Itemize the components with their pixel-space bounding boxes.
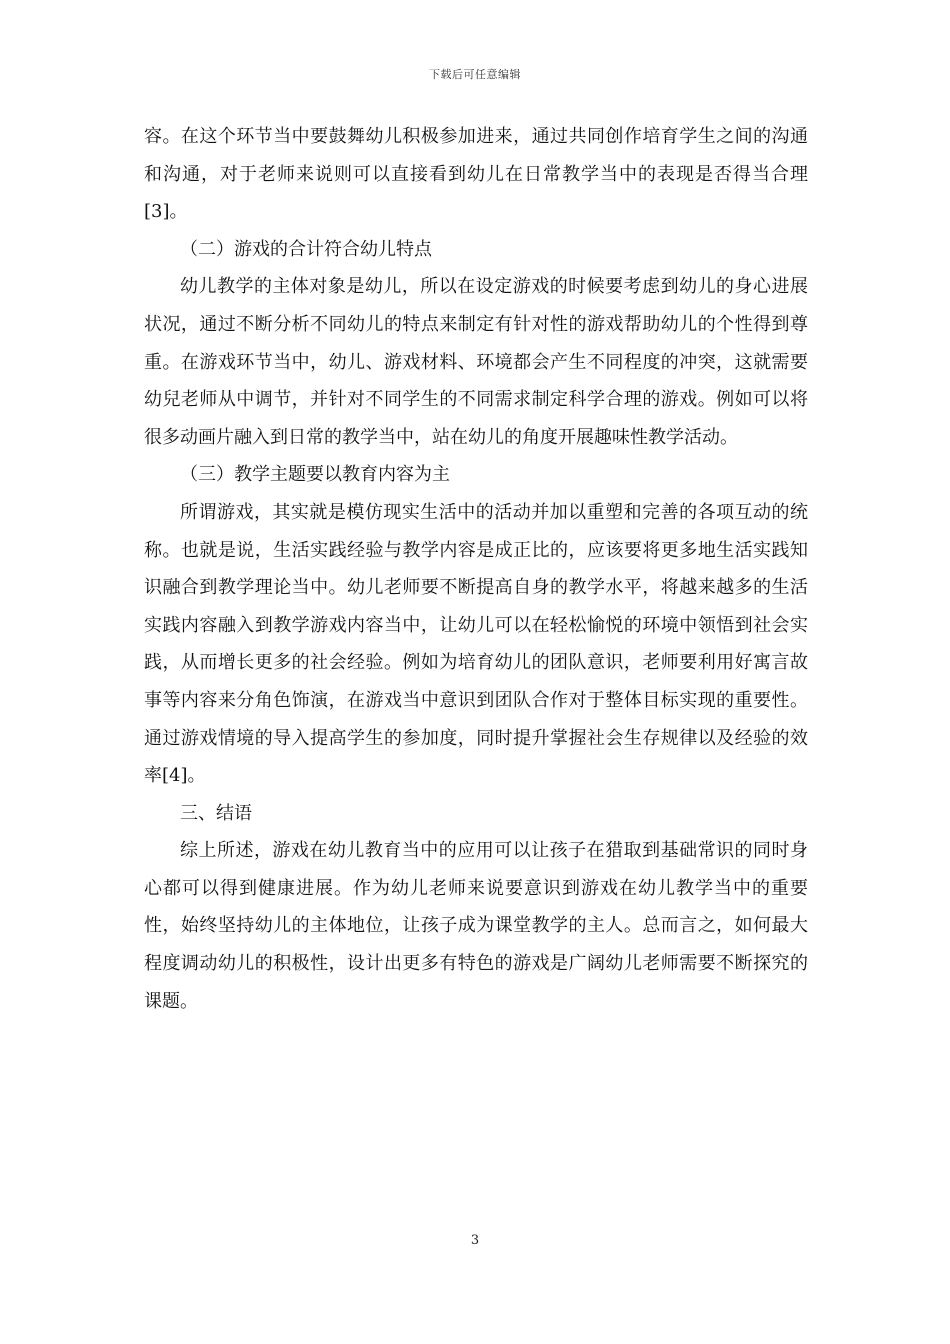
- paragraph: 综上所述，游戏在幼儿教育当中的应用可以让孩子在猎取到基础常识的同时身心都可以得到健康进展。作为幼儿老师来说要意识到游戏在幼儿教学当中的重要性，始终坚持幼儿的主体地位，让孩子成为课堂教学的主人。总而言之，如何最大程度调动幼儿的积极性，设计出更多有特色的游戏是广阔幼儿老师需要不断探究的课题。: [144, 840, 808, 1012]
- section-heading-3: （三）教学主题要以教育内容为主: [180, 464, 450, 486]
- page-header: 下载后可任意编辑: [429, 68, 521, 81]
- paragraph: 所谓游戏，其实就是模仿现实生活中的活动并加以重塑和完善的各项互动的统称。也就是说，生活实践经验与教学内容是成正比的，应该要将更多地生活实践知识融合到教学理论当中。幼儿老师要不断提高自身的教学水平，将越来越多的生活实践内容融入到教学游戏内容当中，让幼儿可以在轻松愉悦的环境中领悟到社会实践，从而增长更多的社会经验。例如为培育幼儿的团队意识，老师要利用好寓言故事等内容来分角色饰演，在游戏当中意识到团队合作对于整体目标实现的重要性。通过游戏情境的导入提高学生的参加度，同时提升掌握社会生存规律以及经验的效率[4]。: [144, 501, 808, 787]
- page-number: 3: [470, 1233, 480, 1248]
- document-body: [144, 118, 808, 1020]
- paragraph: 幼儿教学的主体对象是幼儿，所以在设定游戏的时候要考虑到幼儿的身心进展状况，通过不断分析不同幼儿的特点来制定有针对性的游戏帮助幼儿的个性得到尊重。在游戏环节当中，幼儿、游戏材料、环境都会产生不同程度的冲突，这就需要幼兒老师从中调节，并针对不同学生的不同需求制定科学合理的游戏。例如可以将很多动画片融入到日常的教学当中，站在幼儿的角度开展趣味性教学活动。: [144, 276, 808, 448]
- conclusion-heading: 三、结语: [180, 802, 252, 824]
- section-heading-2: （二）游戏的合计符合幼儿特点: [180, 238, 432, 260]
- paragraph-continued: 容。在这个环节当中要鼓舞幼儿积极参加进来，通过共同创作培育学生之间的沟通和沟通，对于老师来说则可以直接看到幼儿在日常教学当中的表现是否得当合理[3]。: [144, 126, 808, 223]
